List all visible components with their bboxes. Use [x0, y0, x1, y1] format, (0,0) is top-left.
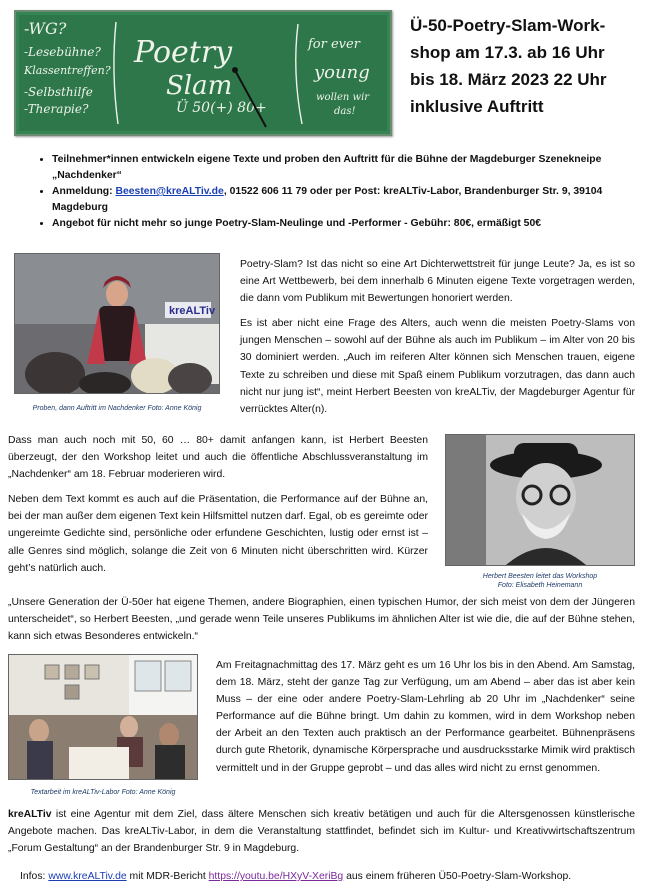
brand-name: kreALTiv	[8, 809, 52, 820]
paragraph-quote: „Unsere Generation der Ü-50er hat eigene Themen, andere Biographien, einen typischen Humor, der sich meist von dem der Jüngeren unterscheidet“, so Herbert Beesten, „und gerade wenn Teile unseres Publikums im ähnlichen Alter ist wie die, die auf der Bühne stehen, kann sich etwas Besonderes entwickeln.“	[8, 597, 635, 643]
info-middle: mit MDR-Bericht	[126, 871, 209, 882]
portrait-photo	[445, 434, 635, 566]
website-link[interactable]: www.kreALTiv.de	[48, 871, 127, 882]
info-suffix: aus einem früheren Ü50-Poetry-Slam-Workshop.	[343, 871, 572, 882]
chalk-left-line-5: -Therapie?	[24, 102, 89, 116]
registration-label: Anmeldung:	[52, 186, 116, 197]
intro-text-block	[240, 256, 635, 418]
workshop-photo	[8, 654, 198, 780]
info-bullet-list	[30, 152, 649, 233]
title-line-3: bis 18. März 2023 22 Uhr	[410, 70, 607, 89]
page-title	[410, 12, 640, 120]
video-link[interactable]: https://youtu.be/HXyV-XeriBg	[208, 871, 344, 882]
schedule-text-block	[216, 657, 635, 777]
paragraph-schedule: Am Freitagnachmittag des 17. März geht es um 16 Uhr los bis in den Abend. Am Samstag, dem 18. März, steht der ganze Tag zur Verfügung, um am Abend – aber das ist aber kein Muss – der eine oder andere Poetry-Slam-Lehrling ab 20 Uhr im „Nachdenker“ seine Performance auf die Bühne bringt. Um dahin zu kommen, wird in dem Workshop neben der Arbeit an den Texten auch praktisch an der Performance gearbeitet. Bühnenpräsens durch gute Rhetorik, dynamische Körpersprache und ausdrucksstarke Mimik wird praktisch vermittelt und in der Gruppe geprobt – und das alles wird nicht zu ernst genommen.	[216, 660, 635, 774]
chalk-left-line-4: -Selbsthilfe	[24, 85, 93, 99]
portrait-caption-line-2: Foto: Elisabeth Heinemann	[497, 582, 583, 589]
bullet-participants-text: Teilnehmer*innen entwickeln eigene Texte und proben den Auftritt für die Bühne der Magdeburger Szenekneipe „Nachdenker“	[52, 154, 602, 181]
chalk-left-line-1: -WG?	[24, 19, 67, 38]
rehearsal-photo	[14, 253, 220, 394]
portrait-photo-caption	[445, 572, 635, 590]
chalk-center-poetry: Poetry	[134, 35, 233, 70]
bullet-offer	[52, 216, 649, 232]
paragraph-intro-1: Poetry-Slam? Ist das nicht so eine Art Dichterwettstreit für junge Leute? Ja, es ist so eine Art Wettbewerb, bei dem innerhalb 6 Minuten eigene Texte vorgetragen werden, die dann vom Publikum mit Bewertungen honoriert werden.	[240, 259, 635, 305]
title-line-2: shop am 17.3. ab 16 Uhr	[410, 43, 605, 62]
quote-text-block	[8, 594, 635, 645]
paragraph-performance: Neben dem Text kommt es auch auf die Präsentation, die Performance auf der Bühne an, bei der man außer dem eigenen Text kein Hilfsmittel nutzen darf. Egal, ob es gereimte oder ungereimte Gedichte sind, persönliche oder erfundene Geschichten, lustig oder ernst ist – alle Genres sind möglich, solange die Zeit von 6 Minuten nicht überschritten wird. Kürzer geht’s natürlich auch.	[8, 494, 428, 574]
title-line-1: Ü-50-Poetry-Slam-Work-	[410, 16, 606, 35]
title-line-4: inklusive Auftritt	[410, 97, 544, 116]
bullet-participants	[52, 152, 649, 183]
chalk-left-line-2: -Lesebühne?	[24, 45, 101, 59]
chalk-center-age: Ü 50(+) 80+	[176, 100, 267, 116]
info-prefix: Infos:	[20, 871, 49, 882]
info-line	[20, 869, 640, 884]
chalk-left-line-3: Klassentreffen?	[24, 64, 111, 77]
middle-text-block	[8, 432, 428, 577]
bullet-offer-text: Angebot für nicht mehr so junge Poetry-Slam-Neulinge und -Performer - Gebühr: 80€, ermäßigt 50€	[52, 218, 542, 229]
about-text: ist eine Agentur mit dem Ziel, dass ältere Menschen sich kreativ betätigen und auch für die Altersgenossen künstlerische Angebote machen. Das kreALTiv-Labor, in dem die Veranstaltung stattfindet, befindet sich im Kultur- und Kreativwirtschaftszentrum „Forum Gestaltung“ an der Brandenburger Str. 9 in Magdeburg.	[8, 809, 635, 855]
paragraph-intro-2: Es ist aber nicht eine Frage des Alters, auch wenn die meisten Poetry-Slams von jungen Menschen – sowohl auf der Bühne als auch im Publikum – im Alter von 20 bis 30 dominiert werden. „Auch im reiferen Alter können sich Menschen trauen, eigene Texte zu schreiben und diese mit Spaß einem Publikum vorzutragen, das dann auch nicht nur jung ist“, meint Herbert Beesten von kreALTiv, der Magdeburger Agentur für verrücktes Alter(n).	[240, 318, 635, 415]
chalk-right-2: young	[314, 62, 370, 83]
paragraph-about	[8, 806, 635, 857]
header-chalkboard-image	[14, 10, 392, 136]
paragraph-age: Dass man auch noch mit 50, 60 … 80+ damit anfangen kann, ist Herbert Beesten überzeugt, der den Workshop leitet und auch die öffentliche Abschlussveranstaltung im „Nachdenker“ am 18. Februar moderieren wird.	[8, 435, 428, 481]
registration-contact: , 01522 606 11 79 oder per Post: kreALTiv-Labor, Brandenburger Str. 9, 39104 Magdeburg	[52, 186, 603, 213]
bullet-registration	[52, 184, 649, 215]
chalk-right-4: das!	[334, 106, 356, 117]
about-text-block	[8, 806, 635, 857]
chalk-right-1: for ever	[308, 37, 360, 52]
rehearsal-photo-caption: Proben, dann Auftritt im Nachdenker Foto: Anne König	[32, 405, 202, 412]
chalk-right-3: wollen wir	[316, 92, 370, 103]
registration-email-link[interactable]: Beesten@kreALTiv.de	[115, 186, 224, 197]
workshop-photo-caption: Textarbeit im kreALTiv-Labor Foto: Anne König	[30, 789, 176, 796]
portrait-caption-line-1: Herbert Beesten leitet das Workshop	[482, 573, 598, 580]
photo-sign-text: kreALTiv	[169, 305, 216, 317]
chalk-center-slam: Slam	[166, 71, 233, 101]
